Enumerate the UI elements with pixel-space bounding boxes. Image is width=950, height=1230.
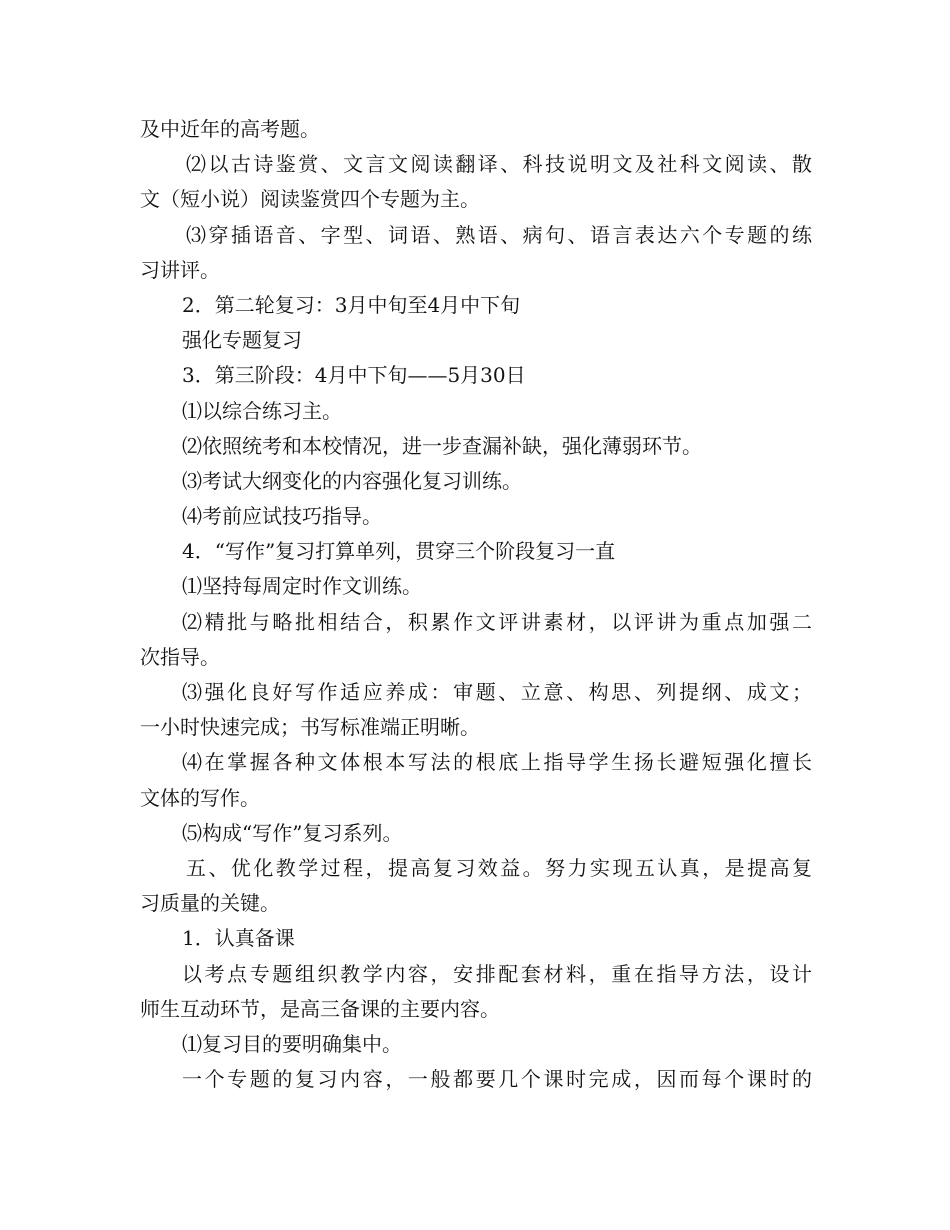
text-line: ⑶考试大纲变化的内容强化复习训练。	[182, 468, 522, 493]
text-line: ⑴坚持每周定时作文训练。	[182, 574, 422, 599]
text-line: 2．第二轮复习：3月中旬至4月中下旬	[182, 292, 521, 317]
text-line: 次指导。	[140, 644, 220, 669]
text-line: ⑷考前应试技巧指导。	[182, 504, 382, 529]
text-line: 一小时快速完成；书写标准端正明晰。	[140, 715, 480, 740]
text-line: 1．认真备课	[182, 926, 295, 951]
text-line: 文体的写作。	[140, 785, 260, 810]
text-line: ⑸构成“写作”复习系列。	[182, 820, 403, 845]
text-line: ⑷在掌握各种文体根本写法的根底上指导学生扬长避短强化擅长	[182, 750, 812, 775]
document-body	[140, 112, 812, 1097]
text-line: 文（短小说）阅读鉴赏四个专题为主。	[140, 187, 480, 212]
text-line: ⑵精批与略批相结合，积累作文评讲素材，以评讲为重点加强二	[182, 609, 812, 634]
text-line: 习质量的关键。	[140, 891, 280, 916]
text-line: ⑶穿插语音、字型、词语、熟语、病句、语言表达六个专题的练	[186, 222, 812, 247]
text-line: 4．“写作”复习打算单列，贯穿三个阶段复习一直	[182, 539, 616, 564]
text-line: 及中近年的高考题。	[140, 117, 320, 141]
text-line: ⑴复习目的要明确集中。	[182, 1031, 402, 1056]
text-line: 以考点专题组织教学内容，安排配套材料，重在指导方法，设计	[182, 961, 812, 986]
text-line: ⑴以综合练习主。	[182, 398, 342, 423]
text-line: ⑵依照统考和本校情况，进一步查漏补缺，强化薄弱环节。	[182, 433, 702, 458]
text-line: 一个专题的复习内容，一般都要几个课时完成，因而每个课时的	[182, 1067, 812, 1092]
text-line: 五、优化教学过程，提高复习效益。努力实现五认真，是提高复	[186, 855, 812, 880]
text-line: 师生互动环节，是高三备课的主要内容。	[140, 996, 500, 1021]
text-line: ⑶强化良好写作适应养成：审题、立意、构思、列提纲、成文；	[182, 680, 812, 704]
text-line: ⑵以古诗鉴赏、文言文阅读翻译、科技说明文及社科文阅读、散	[186, 152, 812, 177]
text-line: 强化专题复习	[182, 328, 302, 353]
text-line: 3．第三阶段：4月中下旬——5月30日	[182, 363, 526, 388]
text-line: 习讲评。	[140, 257, 220, 282]
